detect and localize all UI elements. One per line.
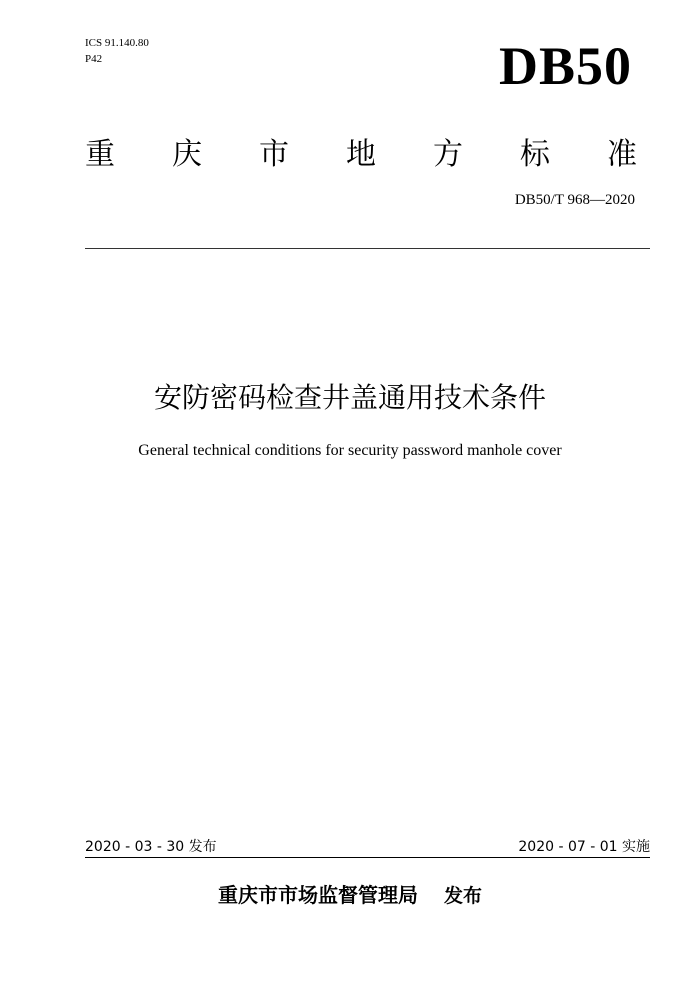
document-title-chinese: 安防密码检查井盖通用技术条件 [153,381,546,414]
standard-type-char: 标 [520,137,550,172]
standard-type-char: 庆 [172,137,202,172]
publisher-name: 重庆市市场监督管理局 [217,883,418,907]
standard-type-char: 准 [607,137,637,172]
standard-type-char: 地 [346,137,376,172]
standard-type-char: 方 [433,137,463,172]
publisher-line [0,880,700,911]
standard-type-char: 市 [259,137,289,172]
publisher-action: 发布 [443,885,482,907]
standard-mark: DB50 [498,36,632,96]
document-title-english: General technical conditions for security password manhole cover [138,442,562,459]
standard-number: DB50/T 968—2020 [514,192,635,208]
ics-code: ICS 91.140.80 [85,37,149,49]
bottom-divider [85,857,650,858]
standard-type-heading [85,135,637,175]
ccs-code: P42 [85,53,103,65]
implementation-date: 2020 - 07 - 01 实施 [518,839,650,855]
top-divider [85,248,650,249]
standard-type-char: 重 [85,137,115,172]
issue-date: 2020 - 03 - 30 发布 [85,839,217,855]
